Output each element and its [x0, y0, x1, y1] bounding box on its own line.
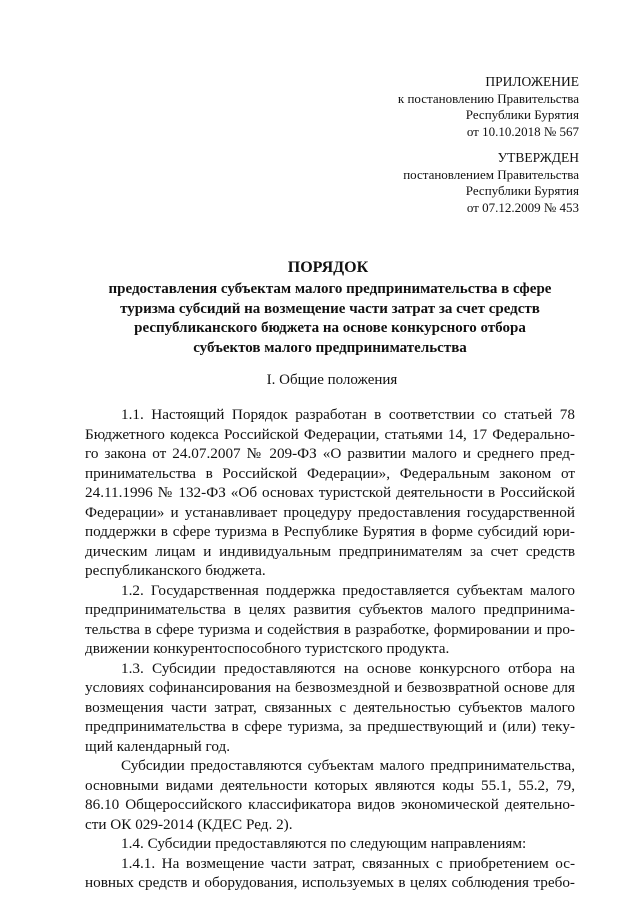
- text-line: 86.10 Общероссийского классификатора видов экономической деятельно-: [85, 796, 575, 813]
- paragraph-1-2: [85, 581, 575, 659]
- text-line: республиканского бюджета.: [85, 562, 266, 579]
- text-line: 1.3. Субсидии предоставляются на основе конкурсного отбора на: [121, 659, 575, 677]
- approved-line: Республики Бурятия: [465, 183, 579, 199]
- approved-date: от 07.12.2009 № 453: [466, 199, 579, 215]
- text-line: Федерации» и устанавливает процедуру предоставления государственной: [85, 503, 575, 521]
- approved-line: постановлением Правительства: [403, 166, 579, 182]
- subtitle-line: республиканского бюджета на основе конкурсного отбора: [134, 320, 526, 337]
- text-line: условиях софинансирования на безвозмездной и безвозвратной основе для: [85, 679, 575, 696]
- text-line: предпринимательства в целях развития субъектов малого предпринима-: [85, 601, 575, 618]
- text-line: основными видами деятельности которых являются коды 55.1, 55.2, 79,: [85, 776, 575, 794]
- text-line: Субсидии предоставляются субъектам малого предпринимательства,: [121, 757, 575, 774]
- appendix-line: к постановлению Правительства: [397, 90, 579, 106]
- approved-label: УТВЕРЖДЕН: [497, 150, 579, 165]
- approved-block: [403, 150, 579, 216]
- text-line: дическим лицам и индивидуальным предпринимателям за счет средств: [85, 542, 575, 560]
- text-line: 1.4. Субсидии предоставляются по следующим направлениям:: [121, 835, 527, 852]
- text-line: го закона от 24.07.2007 № 209-ФЗ «О развитии малого и среднего пред-: [85, 445, 575, 462]
- text-line: возмещения части затрат, связанных с деятельностью субъектов малого: [85, 698, 575, 716]
- appendix-block: [398, 74, 579, 140]
- text-line: тельства в сфере туризма и содействия в разработке, формировании и про-: [85, 620, 575, 638]
- text-line: щий календарный год.: [85, 737, 231, 755]
- appendix-date: от 10.10.2018 № 567: [466, 123, 579, 139]
- document-title: ПОРЯДОК: [287, 259, 369, 276]
- text-line: движении конкурентоспособного туристского продукта.: [85, 640, 450, 657]
- subtitle-line: субъектов малого предпринимательства: [193, 339, 467, 356]
- text-line: Бюджетного кодекса Российской Федерации, статьями 14, 17 Федерально-: [85, 425, 575, 443]
- text-line: 24.11.1996 № 132-ФЗ «Об основах туристской деятельности в Российской: [85, 484, 575, 501]
- text-line: поддержки в сфере туризма в Республике Бурятия в форме субсидий юри-: [85, 523, 575, 540]
- document-subtitle: [95, 280, 565, 358]
- paragraph-subsidies-codes: [85, 756, 575, 834]
- text-line: сти ОК 029-2014 (КДЕС Ред. 2).: [85, 815, 293, 833]
- text-line: предпринимательства в сфере туризма, за предшествующий и (или) теку-: [85, 718, 575, 735]
- appendix-label: ПРИЛОЖЕНИЕ: [485, 74, 579, 89]
- subtitle-line: предоставления субъектам малого предпринимательства в сфере: [108, 281, 552, 297]
- paragraph-1-4-1: [85, 854, 575, 893]
- section-heading: I. Общие положения: [266, 372, 398, 388]
- subtitle-line: туризма субсидий на возмещение части затрат за счет средств: [120, 300, 540, 317]
- paragraph-1-3: [85, 659, 575, 757]
- paragraph-1-4: [85, 834, 575, 854]
- text-line: принимательства в Российской Федерации», Федеральным законом от: [85, 464, 575, 482]
- document-body: [85, 405, 575, 893]
- text-line: новных средств и оборудования, используемых в целях соблюдения требо-: [85, 874, 575, 891]
- text-line: 1.4.1. На возмещение части затрат, связанных с приобретением ос-: [121, 854, 575, 872]
- text-line: 1.2. Государственная поддержка предоставляется субъектам малого: [121, 581, 575, 599]
- appendix-line: Республики Бурятия: [465, 107, 579, 123]
- text-line: 1.1. Настоящий Порядок разработан в соответствии со статьей 78: [121, 406, 575, 423]
- paragraph-1-1: [85, 405, 575, 581]
